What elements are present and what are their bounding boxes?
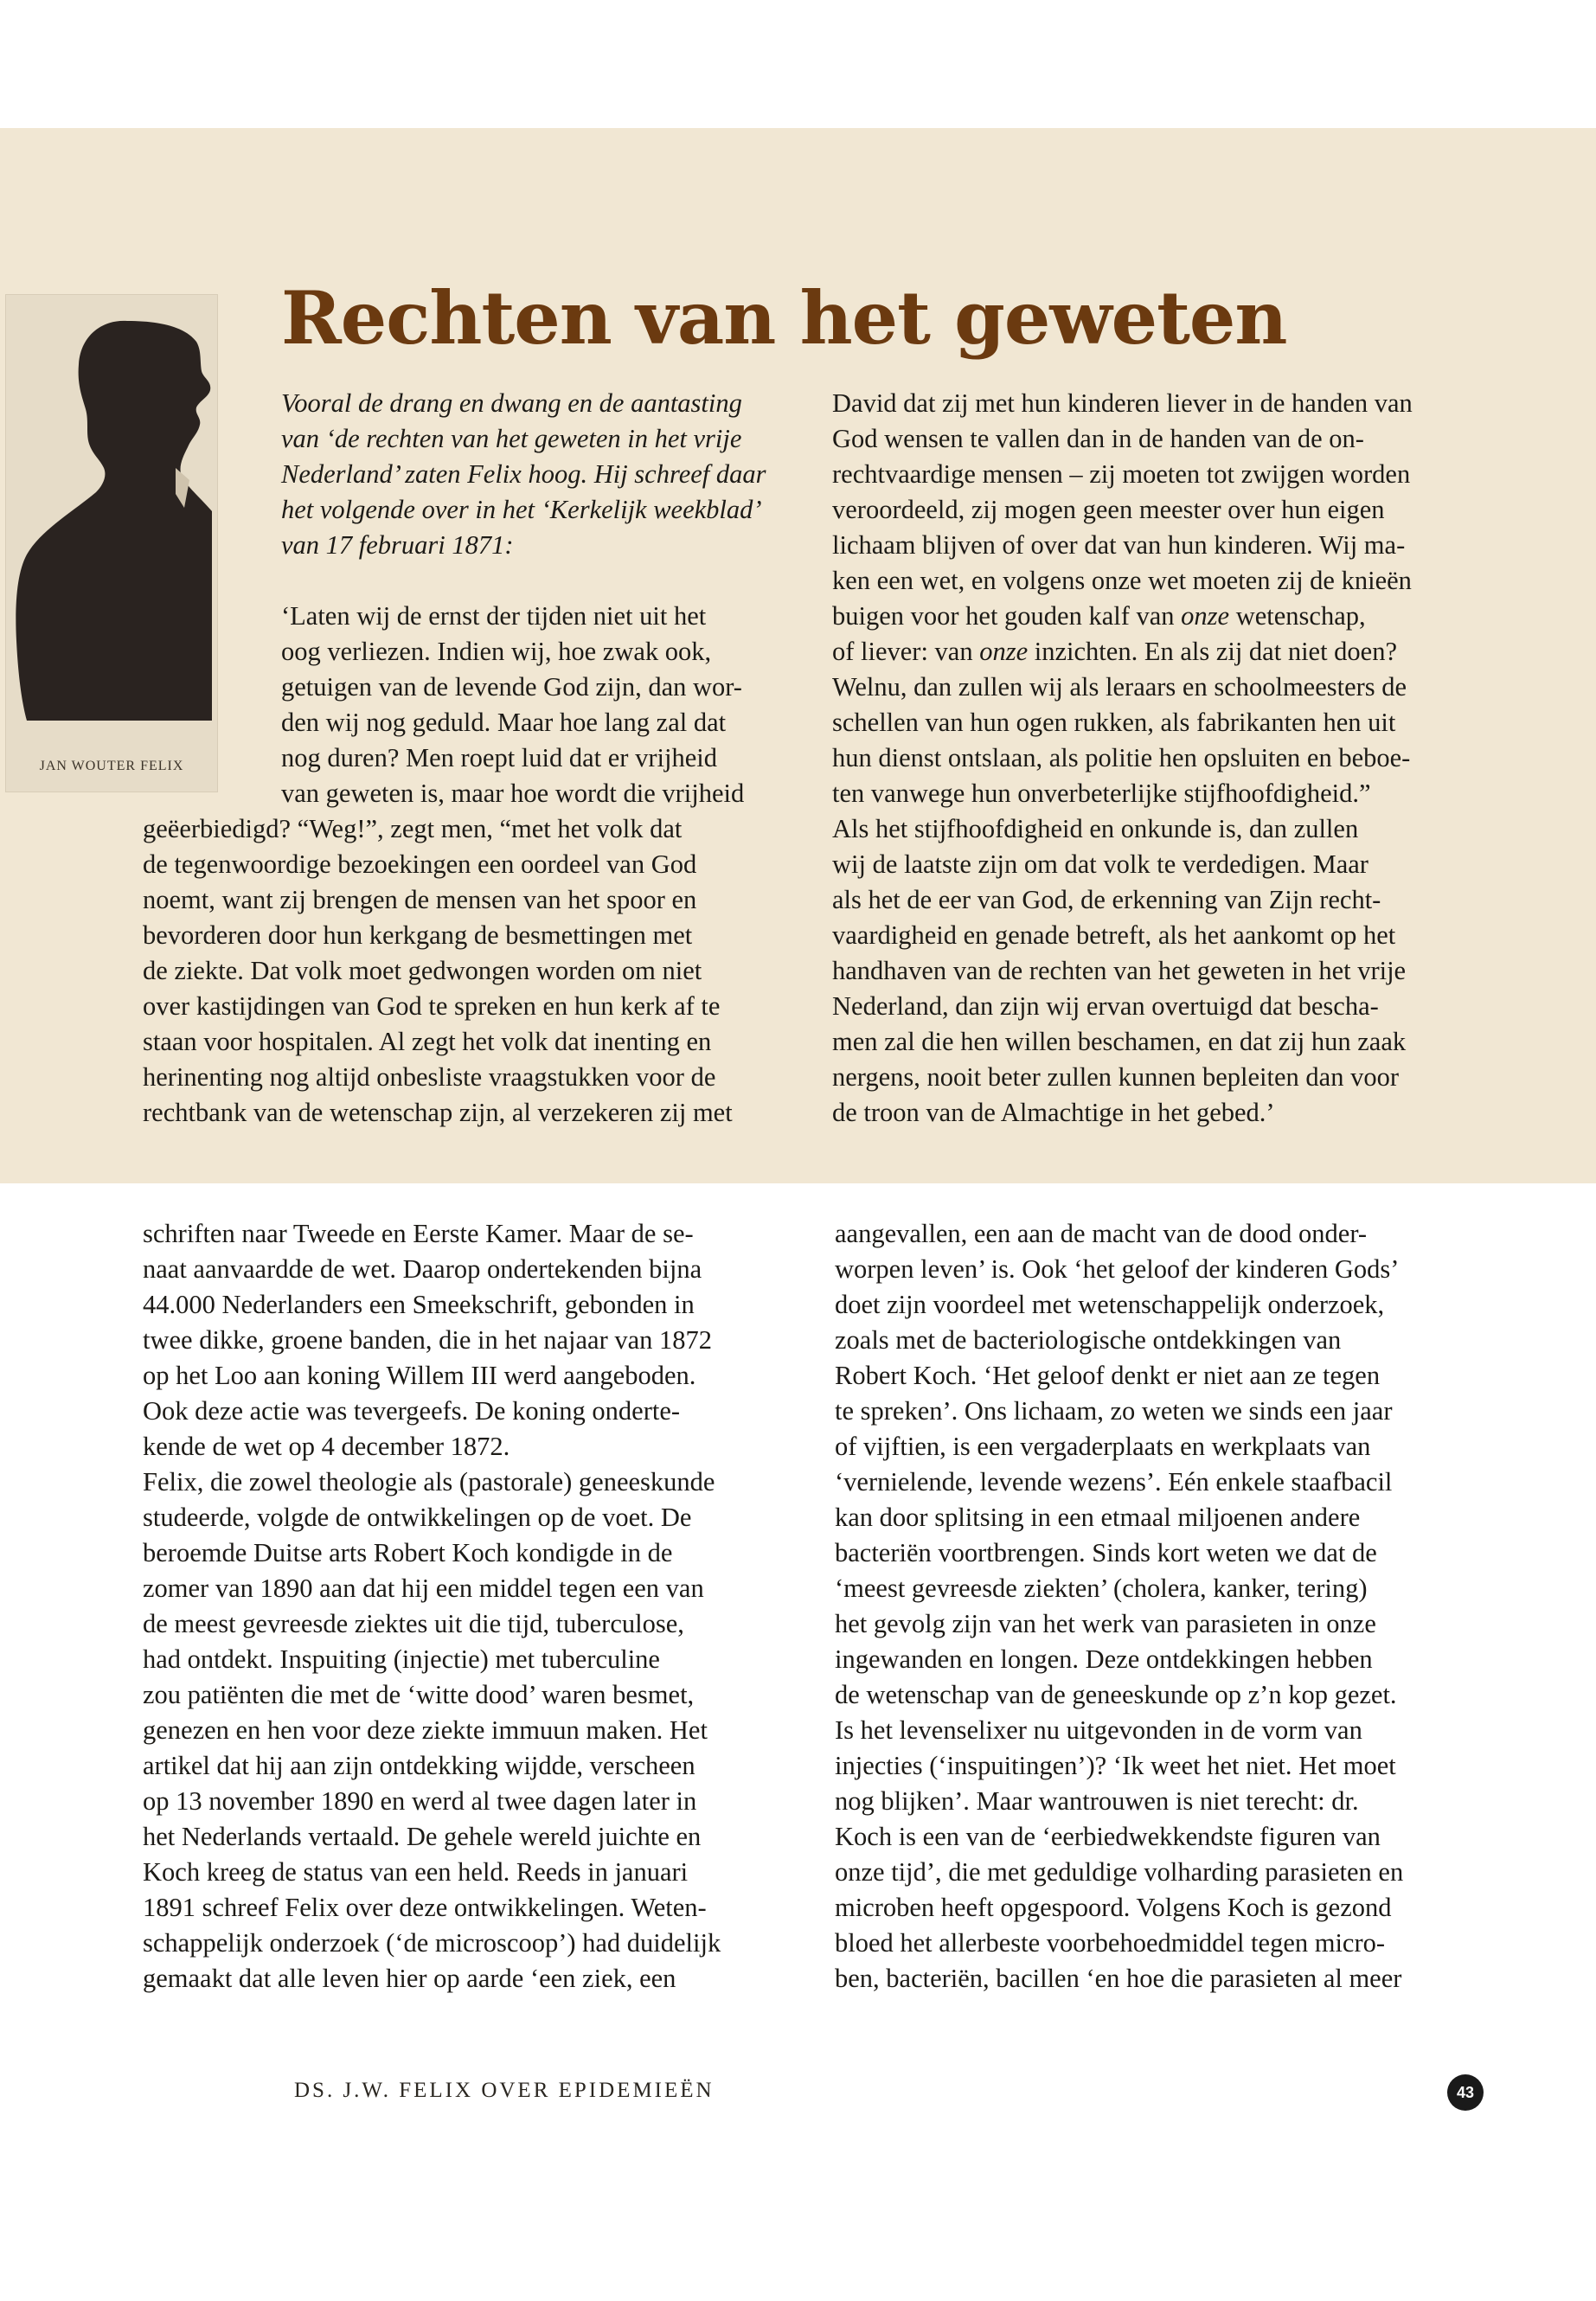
- text-line: Is het levenselixer nu uitgevonden in de vorm van: [835, 1715, 1362, 1745]
- text-line: vaardigheid en genade betreft, als het aankomt op het: [832, 920, 1396, 950]
- text-line: handhaven van de rechten van het geweten in het vrije: [832, 956, 1407, 985]
- text-line: het volgende over in het ‘Kerkelijk weekblad’: [281, 495, 762, 524]
- text-line: de wetenschap van de geneeskunde op z’n kop gezet.: [835, 1680, 1397, 1709]
- text-line: injecties (‘inspuitingen’)? ‘Ik weet het niet. Het moet: [835, 1751, 1396, 1780]
- text-line: van ‘de rechten van het geweten in het vrije: [281, 424, 742, 453]
- text-line: zomer van 1890 aan dat hij een middel tegen een van: [143, 1574, 704, 1603]
- text-line: over kastijdingen van God te spreken en hun kerk af te: [143, 991, 721, 1021]
- text-line: zoals met de bacteriologische ontdekkingen van: [835, 1325, 1342, 1355]
- text-line: Vooral de drang en dwang en de aantasting: [281, 388, 742, 418]
- bottom-left-column: [143, 1216, 809, 1997]
- paragraph-gap: [0, 563, 804, 599]
- text-line: de tegenwoordige bezoekingen een oordeel van God: [143, 849, 697, 879]
- text-line: herinenting nog altijd onbesliste vraagstukken voor de: [143, 1062, 716, 1092]
- text-line: rechtbank van de wetenschap zijn, al verzekeren zij met: [143, 1098, 733, 1127]
- text-line: de meest gevreesde ziektes uit die tijd, tuberculose,: [143, 1609, 684, 1638]
- article-title: Rechten van het geweten: [281, 275, 1287, 361]
- text-line: onze tijd’, die met geduldige volharding parasieten en: [835, 1857, 1404, 1887]
- text-line: of vijftien, is een vergaderplaats en werkplaats van: [835, 1432, 1371, 1461]
- text-line: ‘meest gevreesde ziekten’ (cholera, kanker, tering): [835, 1574, 1368, 1603]
- text-line: ‘Laten wij de ernst der tijden niet uit het: [281, 601, 707, 631]
- text-line: noemt, want zij brengen de mensen van het spoor en: [143, 885, 697, 914]
- text-line: zou patiënten die met de ‘witte dood’ waren besmet,: [143, 1680, 695, 1709]
- text-line: aangevallen, een aan de macht van de dood onder-: [835, 1219, 1368, 1248]
- text-line: God wensen te vallen dan in de handen van de on-: [832, 424, 1364, 453]
- text-line: staan voor hospitalen. Al zegt het volk dat inenting en: [143, 1027, 712, 1056]
- text-line: nog blijken’. Maar wantrouwen is niet terecht: dr.: [835, 1786, 1359, 1816]
- text-line: had ontdekt. Inspuiting (injectie) met tuberculine: [143, 1644, 660, 1674]
- text-line: of liever: van onze inzichten. En als zij dat niet doen?: [832, 637, 1398, 666]
- text-line: nog duren? Men roept luid dat er vrijheid: [281, 743, 717, 772]
- text-line: kende de wet op 4 december 1872.: [143, 1432, 510, 1461]
- text-line: worpen leven’ is. Ook ‘het geloof der kinderen Gods’: [835, 1254, 1400, 1284]
- text-line: het gevolg zijn van het werk van parasieten in onze: [835, 1609, 1376, 1638]
- bottom-right-column: [835, 1216, 1492, 1997]
- text-line: lichaam blijven of over dat van hun kinderen. Wij ma-: [832, 530, 1406, 560]
- running-title: DS. J.W. FELIX OVER EPIDEMIEËN: [294, 2079, 715, 2102]
- text-line: Als het stijfhoofdigheid en onkunde is, dan zullen: [832, 814, 1359, 843]
- text-line: 1891 schreef Felix over deze ontwikkelingen. Weten-: [143, 1893, 707, 1922]
- portrait-caption: JAN WOUTER FELIX: [39, 759, 184, 773]
- text-line: ingewanden en longen. Deze ontdekkingen hebben: [835, 1644, 1373, 1674]
- text-line: Robert Koch. ‘Het geloof denkt er niet aan ze tegen: [835, 1361, 1381, 1390]
- text-line: ken een wet, en volgens onze wet moeten zij de knieën: [832, 566, 1412, 595]
- text-line: ben, bacteriën, bacillen ‘en hoe die parasieten al meer: [835, 1964, 1402, 1993]
- text-line: bacteriën voortbrengen. Sinds kort weten we dat de: [835, 1538, 1377, 1567]
- text-line: schellen van hun ogen rukken, als fabrikanten hen uit: [832, 708, 1396, 737]
- text-line: gemaakt dat alle leven hier op aarde ‘een ziek, een: [143, 1964, 676, 1993]
- text-line: buigen voor het gouden kalf van onze wetenschap,: [832, 601, 1366, 631]
- text-line: rechtvaardige mensen – zij moeten tot zwijgen worden: [832, 459, 1411, 489]
- text-line: van geweten is, maar hoe wordt die vrijheid: [281, 779, 745, 808]
- text-line: het Nederlands vertaald. De gehele wereld juichte en: [143, 1822, 702, 1851]
- text-line: bloed het allerbeste voorbehoedmiddel tegen micro-: [835, 1928, 1386, 1958]
- text-line: kan door splitsing in een etmaal miljoenen andere: [835, 1503, 1361, 1532]
- text-line: de ziekte. Dat volk moet gedwongen worden om niet: [143, 956, 702, 985]
- text-line: getuigen van de levende God zijn, dan wor-: [281, 672, 742, 702]
- text-line: als het de eer van God, de erkenning van Zijn recht-: [832, 885, 1381, 914]
- text-line: 44.000 Nederlanders een Smeekschrift, gebonden in: [143, 1290, 695, 1319]
- text-line: David dat zij met hun kinderen liever in de handen van: [832, 388, 1413, 418]
- text-line: nergens, nooit beter zullen kunnen bepleiten dan voor: [832, 1062, 1399, 1092]
- text-line: schriften naar Tweede en Eerste Kamer. Maar de se-: [143, 1219, 694, 1248]
- text-line: genezen en hen voor deze ziekte immuun maken. Het: [143, 1715, 708, 1745]
- page-number: 43: [1447, 2074, 1484, 2111]
- text-line: Koch is een van de ‘eerbiedwekkendste figuren van: [835, 1822, 1381, 1851]
- text-line: wij de laatste zijn om dat volk te verdedigen. Maar: [832, 849, 1368, 879]
- left-column: [0, 386, 804, 1131]
- text-line: oog verliezen. Indien wij, hoe zwak ook,: [281, 637, 712, 666]
- text-line: naat aanvaardde de wet. Daarop ondertekenden bijna: [143, 1254, 702, 1284]
- text-line: microben heeft opgespoord. Volgens Koch is gezond: [835, 1893, 1392, 1922]
- text-line: beroemde Duitse arts Robert Koch kondigde in de: [143, 1538, 673, 1567]
- text-line: bevorderen door hun kerkgang de besmettingen met: [143, 920, 693, 950]
- text-line: Ook deze actie was tevergeefs. De koning onderte-: [143, 1396, 681, 1426]
- text-line: den wij nog geduld. Maar hoe lang zal dat: [281, 708, 727, 737]
- right-column: [832, 386, 1490, 1131]
- text-line: studeerde, volgde de ontwikkelingen op de voet. De: [143, 1503, 692, 1532]
- text-line: doet zijn voordeel met wetenschappelijk onderzoek,: [835, 1290, 1385, 1319]
- text-line: ‘vernielende, levende wezens’. Eén enkele staafbacil: [835, 1467, 1393, 1497]
- text-line: Koch kreeg de status van een held. Reeds in januari: [143, 1857, 689, 1887]
- text-line: schappelijk onderzoek (‘de microscoop’) had duidelijk: [143, 1928, 721, 1958]
- text-line: Nederland, dan zijn wij ervan overtuigd dat bescha-: [832, 991, 1379, 1021]
- text-line: op het Loo aan koning Willem III werd aangeboden.: [143, 1361, 696, 1390]
- text-line: Nederland’ zaten Felix hoog. Hij schreef daar: [281, 459, 766, 489]
- text-line: ten vanwege hun onverbeterlijke stijfhoofdigheid.”: [832, 779, 1371, 808]
- text-line: de troon van de Almachtige in het gebed.’: [832, 1098, 1275, 1127]
- text-line: hun dienst ontslaan, als politie hen opsluiten en beboe-: [832, 743, 1411, 772]
- text-line: men zal die hen willen beschamen, en dat zij hun zaak: [832, 1027, 1407, 1056]
- text-line: veroordeeld, zij mogen geen meester over hun eigen: [832, 495, 1385, 524]
- text-line: op 13 november 1890 en werd al twee dagen later in: [143, 1786, 697, 1816]
- text-line: Welnu, dan zullen wij als leraars en schoolmeesters de: [832, 672, 1407, 702]
- text-line: van 17 februari 1871:: [281, 530, 514, 560]
- text-line: Felix, die zowel theologie als (pastorale) geneeskunde: [143, 1467, 715, 1497]
- text-line: te spreken’. Ons lichaam, zo weten we sinds een jaar: [835, 1396, 1393, 1426]
- text-line: artikel dat hij aan zijn ontdekking wijdde, verscheen: [143, 1751, 695, 1780]
- text-line: geëerbiedigd? “Weg!”, zegt men, “met het volk dat: [143, 814, 683, 843]
- text-line: twee dikke, groene banden, die in het najaar van 1872: [143, 1325, 713, 1355]
